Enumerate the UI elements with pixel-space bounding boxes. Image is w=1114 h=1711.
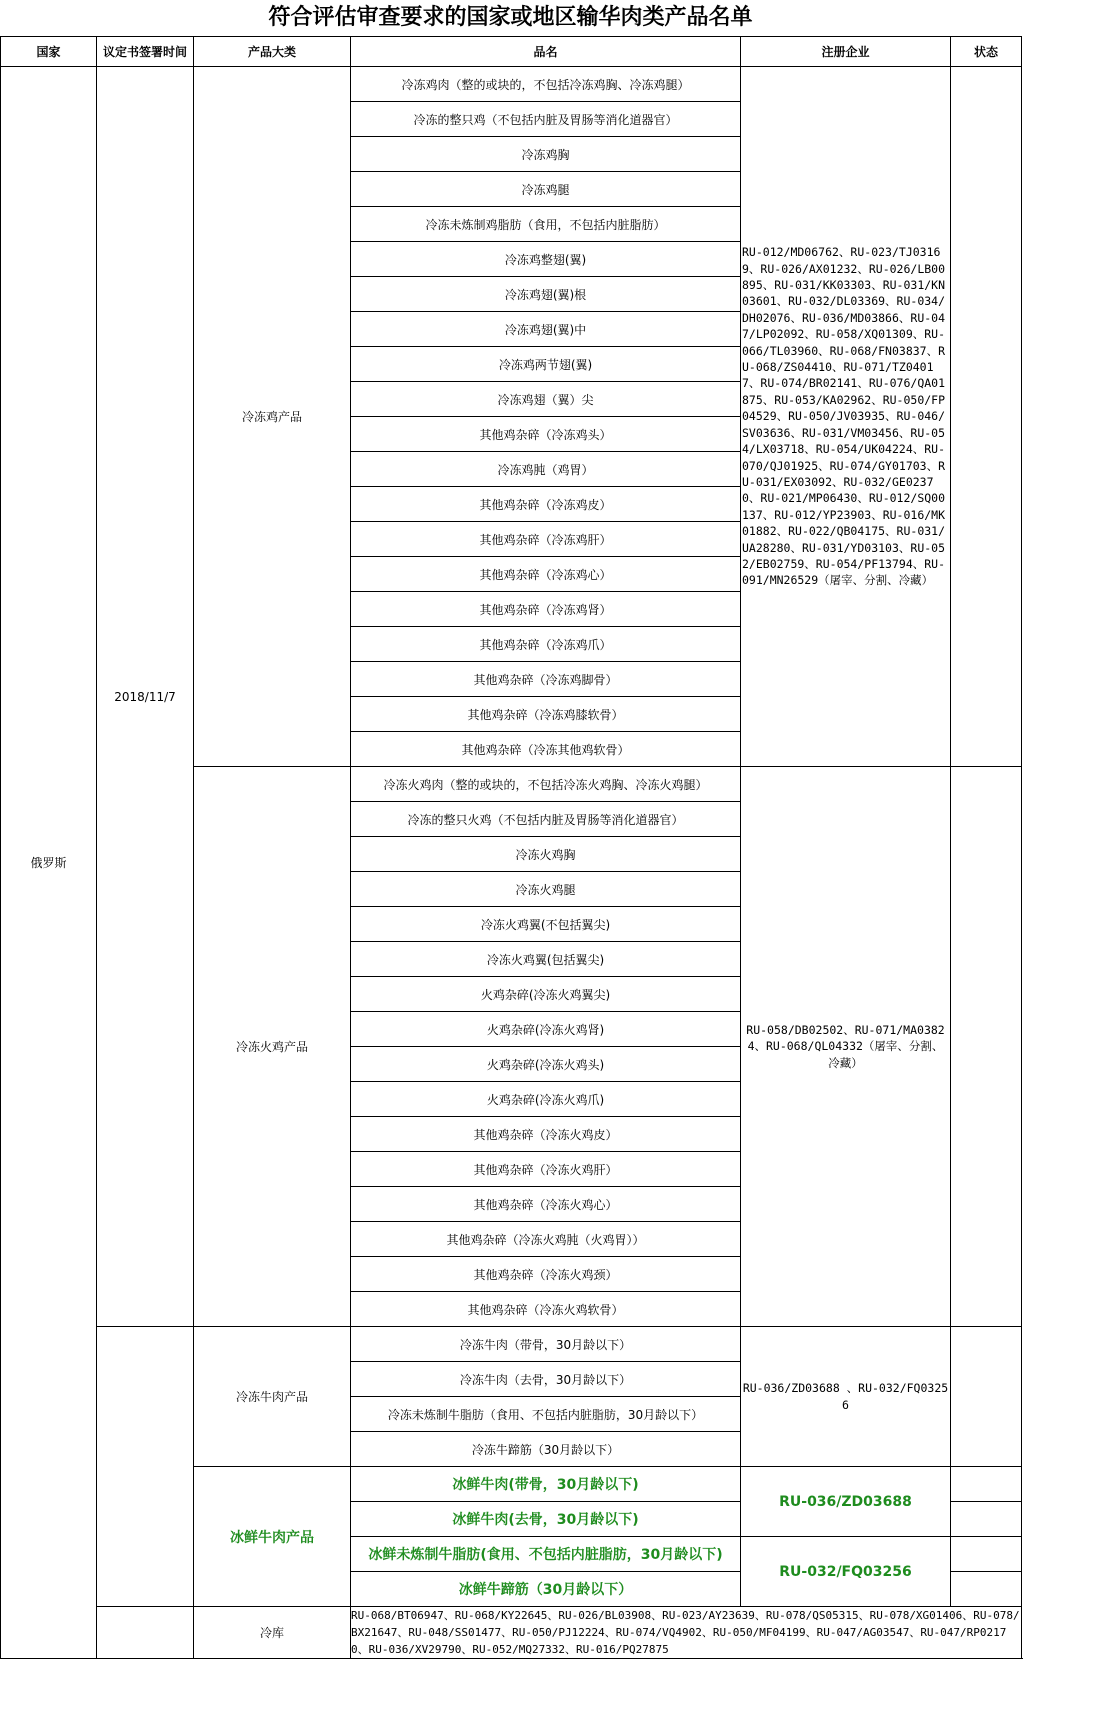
date-cell-empty <box>97 1327 194 1607</box>
header-status: 状态 <box>951 37 1022 67</box>
product-name: 火鸡杂碎(冷冻火鸡肾) <box>351 1012 741 1047</box>
storage-firms: RU-068/BT06947、RU-068/KY22645、RU-026/BL03908、RU-023/AY23639、RU-078/QS05315、RU-078/XG01406、RU-078/BX21647、RU-048/SS01477、RU-050/PJ12224、RU-074/VQ4902、RU-050/MF04199、RU-047/AG03547、RU-047/RP02170、RU-036/XV29790、RU-052/MQ27332、RU-016/PQ27875 <box>351 1607 1022 1659</box>
product-name: 其他鸡杂碎（冷冻火鸡肝） <box>351 1152 741 1187</box>
product-name-text: 冰鲜未炼制牛脂肪(食用、不包括内脏脂肪，30月龄以下) <box>368 1547 723 1563</box>
product-name: 冷冻鸡翅(翼)根 <box>351 277 741 312</box>
product-name <box>351 1467 741 1502</box>
product-name: 其他鸡杂碎（冷冻火鸡软骨） <box>351 1292 741 1327</box>
header-product: 品名 <box>351 37 741 67</box>
country-cell: 俄罗斯 <box>1 67 97 1659</box>
firms-cell: RU-036/ZD03688 、RU-032/FQ03256 <box>741 1327 951 1467</box>
product-name: 冷冻火鸡胸 <box>351 837 741 872</box>
category-cell: 冷冻鸡产品 <box>194 67 351 767</box>
product-name: 其他鸡杂碎（冷冻其他鸡软骨） <box>351 732 741 767</box>
product-name: 其他鸡杂碎（冷冻鸡脚骨） <box>351 662 741 697</box>
status-cell <box>951 767 1022 1327</box>
date-cell-empty <box>97 1607 194 1659</box>
storage-row <box>1 1607 1022 1659</box>
product-name: 冷冻火鸡翼(包括翼尖) <box>351 942 741 977</box>
product-name-text: 冰鲜牛蹄筋（30月龄以下） <box>458 1582 633 1598</box>
header-category: 产品大类 <box>194 37 351 67</box>
product-name: 冷冻鸡两节翅(翼) <box>351 347 741 382</box>
product-name-text: 冰鲜牛肉(去骨，30月龄以下) <box>452 1512 639 1528</box>
product-name: 冷冻鸡翅（翼）尖 <box>351 382 741 417</box>
product-list-table <box>0 36 1022 1659</box>
firms-cell: RU-058/DB02502、RU-071/MA03824、RU-068/QL04332（屠宰、分割、冷藏） <box>741 767 951 1327</box>
product-name: 其他鸡杂碎（冷冻火鸡心） <box>351 1187 741 1222</box>
document-title: 符合评估审查要求的国家或地区输华肉类产品名单 <box>268 5 753 30</box>
header-firms: 注册企业 <box>741 37 951 67</box>
product-name: 火鸡杂碎(冷冻火鸡头) <box>351 1047 741 1082</box>
product-name: 火鸡杂碎(冷冻火鸡翼尖) <box>351 977 741 1012</box>
product-name: 其他鸡杂碎（冷冻鸡肾） <box>351 592 741 627</box>
product-name: 其他鸡杂碎（冷冻鸡心） <box>351 557 741 592</box>
product-name: 冷冻牛肉（去骨，30月龄以下） <box>351 1362 741 1397</box>
product-name <box>351 1572 741 1607</box>
product-name: 冷冻未炼制牛脂肪（食用、不包括内脏脂肪，30月龄以下） <box>351 1397 741 1432</box>
product-name: 其他鸡杂碎（冷冻鸡肝） <box>351 522 741 557</box>
product-name <box>351 1502 741 1537</box>
category-cell: 冷冻牛肉产品 <box>194 1327 351 1467</box>
product-name: 火鸡杂碎(冷冻火鸡爪) <box>351 1082 741 1117</box>
product-name: 其他鸡杂碎（冷冻鸡皮） <box>351 487 741 522</box>
header-date: 议定书签署时间 <box>97 37 194 67</box>
status-cell <box>951 1467 1022 1502</box>
category-cell: 冷冻火鸡产品 <box>194 767 351 1327</box>
product-name: 冷冻牛蹄筋（30月龄以下） <box>351 1432 741 1467</box>
product-name: 冷冻火鸡腿 <box>351 872 741 907</box>
table-row <box>1 67 1022 102</box>
firms-cell: RU-036/ZD03688 <box>741 1467 951 1537</box>
product-name <box>351 1537 741 1572</box>
product-name: 冷冻的整只火鸡（不包括内脏及胃肠等消化道器官） <box>351 802 741 837</box>
product-name: 冷冻鸡胸 <box>351 137 741 172</box>
category-cell: 冰鲜牛肉产品 <box>194 1467 351 1607</box>
header-row <box>1 37 1022 67</box>
status-cell <box>951 1537 1022 1572</box>
status-cell <box>951 1327 1022 1467</box>
product-name: 其他鸡杂碎（冷冻火鸡皮） <box>351 1117 741 1152</box>
product-name: 其他鸡杂碎（冷冻火鸡肫（火鸡胃）） <box>351 1222 741 1257</box>
product-name-text: 冰鲜牛肉(带骨，30月龄以下) <box>452 1477 639 1493</box>
product-name: 冷冻火鸡肉（整的或块的，不包括冷冻火鸡胸、冷冻火鸡腿） <box>351 767 741 802</box>
table-row <box>1 1327 1022 1362</box>
product-name: 冷冻鸡肉（整的或块的，不包括冷冻鸡胸、冷冻鸡腿） <box>351 67 741 102</box>
product-name: 冷冻火鸡翼(不包括翼尖) <box>351 907 741 942</box>
product-name: 冷冻的整只鸡（不包括内脏及胃肠等消化道器官） <box>351 102 741 137</box>
product-name: 冷冻未炼制鸡脂肪（食用，不包括内脏脂肪） <box>351 207 741 242</box>
header-country: 国家 <box>1 37 97 67</box>
product-name: 冷冻鸡肫（鸡胃） <box>351 452 741 487</box>
product-name: 冷冻鸡腿 <box>351 172 741 207</box>
product-name: 冷冻鸡整翅(翼) <box>351 242 741 277</box>
product-name: 其他鸡杂碎（冷冻鸡膝软骨） <box>351 697 741 732</box>
product-name: 其他鸡杂碎（冷冻火鸡颈） <box>351 1257 741 1292</box>
product-name: 其他鸡杂碎（冷冻鸡爪） <box>351 627 741 662</box>
status-cell <box>951 67 1022 767</box>
status-cell <box>951 1502 1022 1537</box>
product-name: 冷冻牛肉（带骨，30月龄以下） <box>351 1327 741 1362</box>
firms-cell: RU-012/MD06762、RU-023/TJ03169、RU-026/AX01232、RU-026/LB00895、RU-031/KK03303、RU-031/KN03601、RU-032/DL03369、RU-034/DH02076、RU-036/MD03866、RU-047/LP02092、RU-058/XQ01309、RU-066/TL03960、RU-068/FN03837、RU-068/ZS04410、RU-071/TZ04017、RU-074/BR02141、RU-076/QA01875、RU-053/KA02962、RU-050/FP04529、RU-050/JV03935、RU-046/SV03636、RU-031/VM03456、RU-054/LX03718、RU-054/UK04224、RU-070/QJ01925、RU-074/GY01703、RU-031/EX03092、RU-032/GE02370、RU-021/MP06430、RU-012/SQ00137、RU-012/YP23903、RU-016/MK01882、RU-022/QB04175、RU-031/UA28280、RU-031/YD03103、RU-052/EB02759、RU-054/PF13794、RU-091/MN26529（屠宰、分割、冷藏） <box>741 67 951 767</box>
product-name: 冷冻鸡翅(翼)中 <box>351 312 741 347</box>
firms-cell: RU-032/FQ03256 <box>741 1537 951 1607</box>
storage-category: 冷库 <box>194 1607 351 1659</box>
product-name: 其他鸡杂碎（冷冻鸡头） <box>351 417 741 452</box>
date-cell: 2018/11/7 <box>97 67 194 1327</box>
status-cell <box>951 1572 1022 1607</box>
